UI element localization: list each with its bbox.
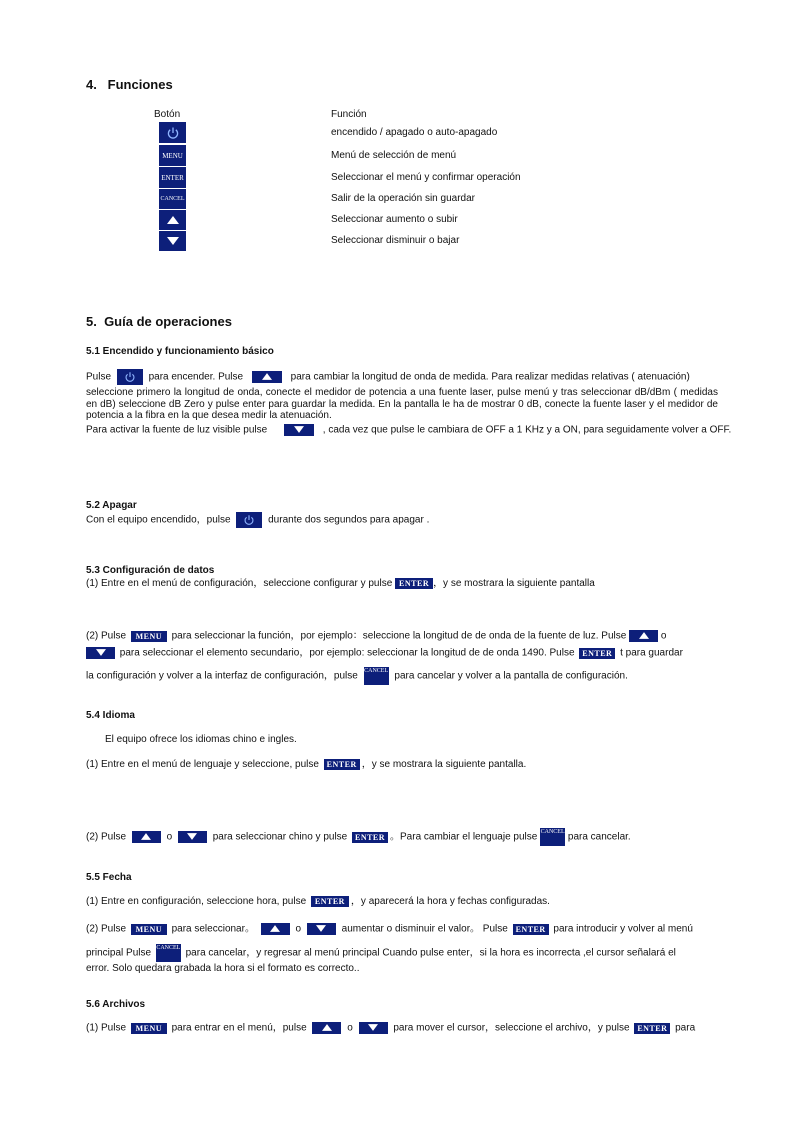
function-desc: Seleccionar aumento o subir (331, 214, 458, 225)
subsection-title: 5.6 Archivos (86, 999, 146, 1010)
up-arrow-icon (132, 831, 161, 843)
enter-button-icon: ENTER (634, 1023, 670, 1034)
enter-button-icon: ENTER (311, 896, 349, 907)
up-arrow-icon (252, 371, 282, 383)
enter-button-icon: ENTER (352, 832, 388, 843)
text: la configuración y volver a la interfaz de configuración，pulse (86, 670, 358, 682)
menu-button-icon: MENU (131, 1023, 167, 1034)
enter-button-icon: ENTER (579, 648, 615, 659)
menu-button-icon: MENU (159, 145, 186, 166)
text: para seleccionar chino y pulse (212, 831, 348, 843)
text: para encender. Pulse (148, 371, 244, 383)
subsection-title: 5.2 Apagar (86, 500, 137, 511)
text: 。Para cambiar el lenguaje pulse (390, 831, 538, 843)
power-button-icon (236, 512, 262, 528)
cancel-button-icon: CANCEL (364, 667, 389, 685)
text: para cancelar y volver a la pantalla de configuración. (394, 670, 628, 682)
function-desc: Seleccionar el menú y confirmar operación (331, 172, 521, 183)
section-5-title: 5. Guía de operaciones (86, 314, 232, 329)
text: ，y se mostrara la siguiente pantalla (433, 578, 595, 590)
down-arrow-icon (86, 647, 115, 659)
text: (2) Pulse (86, 831, 127, 843)
subsection-title: 5.1 Encendido y funcionamiento básico (86, 346, 274, 357)
cancel-button-icon: CANCEL (156, 944, 181, 962)
text: o (347, 1022, 353, 1034)
text: para cancelar. (567, 831, 631, 843)
function-desc: Seleccionar disminuir o bajar (331, 235, 460, 246)
power-button-icon (117, 369, 143, 385)
function-desc: encendido / apagado o auto-apagado (331, 127, 498, 138)
subsection-title: 5.4 Idioma (86, 710, 135, 721)
text: para introducir y volver al menú (553, 923, 693, 935)
text: Pulse (86, 371, 112, 383)
text: ，y se mostrara la siguiente pantalla. (361, 759, 527, 771)
paragraph: seleccione primero la longitud de onda, conecte el medidor de potencia a una fuente laser, pulse menú y tras seleccionar dB/dBm ( medidas en dB) seleccione dB Zero y pulse enter para guardar la medida. En la pantalla le ha de mostrar 0 dB, conecte la fuente laser y el medidor de potencia a la fibra en la que desea medir la atenuación. (86, 387, 718, 421)
text: para cancelar，y regresar al menú principal Cuando pulse enter，si la hora es incorrecta ,el cursor señalará el (185, 947, 676, 959)
text: durante dos segundos para apagar . (268, 514, 430, 526)
down-arrow-icon (284, 424, 314, 436)
up-arrow-icon (159, 210, 186, 230)
up-arrow-icon (261, 923, 290, 935)
text: o (295, 923, 302, 935)
text: Con el equipo encendido，pulse (86, 514, 231, 526)
power-button-icon (159, 122, 186, 143)
menu-button-icon: MENU (131, 924, 167, 935)
text: o (660, 630, 667, 642)
text: t para guardar (620, 647, 683, 659)
text: (2) Pulse (86, 923, 127, 935)
text: , cada vez que pulse le cambiara de OFF a 1 KHz y a ON, para seguidamente volver a OFF. (322, 424, 732, 436)
paragraph: error. Solo quedara grabada la hora si el formato es correcto.. (86, 963, 360, 974)
text: para entrar en el menú，pulse (171, 1022, 307, 1034)
text: para seleccionar la función，por ejemplo：seleccione la longitud de de onda de la fuente de luz. Pulse (171, 630, 627, 642)
subsection-title: 5.5 Fecha (86, 872, 132, 883)
up-arrow-icon (312, 1022, 341, 1034)
function-desc: Menú de selección de menú (331, 150, 457, 161)
enter-button-icon: ENTER (513, 924, 549, 935)
text: principal Pulse (86, 947, 152, 959)
enter-button-icon: ENTER (324, 759, 360, 770)
text: o (166, 831, 173, 843)
text: para (675, 1022, 696, 1034)
text: para seleccionar。 (171, 923, 255, 935)
section-4-title: 4. Funciones (86, 77, 173, 92)
up-arrow-icon (629, 630, 658, 642)
text: (1) Entre en el menú de configuración，seleccione configurar y pulse (86, 578, 393, 590)
col-header-button: Botón (154, 109, 181, 120)
text: Para activar la fuente de luz visible pulse (86, 424, 268, 436)
col-header-function: Función (331, 109, 367, 120)
down-arrow-icon (359, 1022, 388, 1034)
text: para mover el cursor，seleccione el archivo，y pulse (393, 1022, 630, 1034)
text: para seleccionar el elemento secundario，por ejemplo: seleccionar la longitud de de onda 1490. Pulse (119, 647, 575, 659)
enter-button-icon: ENTER (395, 578, 433, 589)
text: aumentar o disminuir el valor。 Pulse (341, 923, 508, 935)
text: (1) Entre en configuración, seleccione hora, pulse (86, 896, 307, 908)
function-desc: Salir de la operación sin guardar (331, 193, 475, 204)
down-arrow-icon (159, 231, 186, 251)
enter-button-icon: ENTER (159, 167, 186, 188)
down-arrow-icon (178, 831, 207, 843)
text: ，y aparecerá la hora y fechas configuradas. (350, 896, 550, 908)
text: (1) Pulse (86, 1022, 127, 1034)
paragraph: El equipo ofrece los idiomas chino e ingles. (105, 734, 297, 745)
subsection-title: 5.3 Configuración de datos (86, 565, 215, 576)
cancel-button-icon: CANCEL (159, 189, 186, 209)
down-arrow-icon (307, 923, 336, 935)
menu-button-icon: MENU (131, 631, 167, 642)
cancel-button-icon: CANCEL (540, 828, 565, 846)
text: (1) Entre en el menú de lenguaje y seleccione, pulse (86, 759, 319, 771)
text: (2) Pulse (86, 630, 127, 642)
text: para cambiar la longitud de onda de medida. Para realizar medidas relativas ( atenuación) (290, 371, 690, 383)
